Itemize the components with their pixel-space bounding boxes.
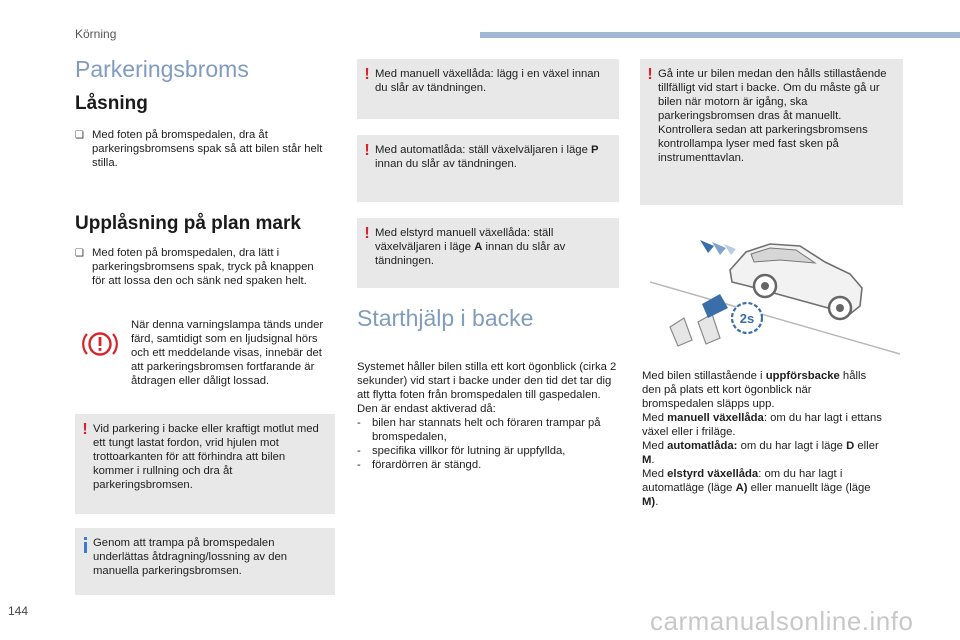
brake-warning-lamp-icon <box>80 328 120 360</box>
unlock-step-text: Med foten på bromspedalen, dra lätt i parkeringsbromsens spak, tryck på knappen för att lossa den och sänk ned spaken helt. <box>92 247 314 287</box>
list-item: - förardörren är stängd. <box>357 459 482 471</box>
arrow-icon <box>700 240 714 253</box>
exclamation-icon: ! <box>647 66 653 83</box>
info-text: Genom att trampa på bromspedalen underlättas åtdragning/lossning av den manuella parkeringsbromsen. <box>93 537 288 577</box>
unlock-step <box>75 246 325 288</box>
hill-start-warning-text: Gå inte ur bilen medan den hålls stillastående tillfälligt vid start i backe. Om du måste gå ur bilen när motorn är igång, ska parkeringsbromsen dras åt manuellt. Kontrollera sedan att parkeringsbromsens kontrollampa lyser med fast sken på instrumenttavlan. <box>658 68 887 164</box>
automatic-text: Med automatlåda: ställ växelväljaren i läge P innan du slår av tändningen. <box>375 144 599 170</box>
automatic-paragraph: Med automatlåda: om du har lagt i läge D eller M. <box>642 440 879 466</box>
manual-paragraph: Med manuell växellåda: om du har lagt i ettans växel eller i friläge. <box>642 412 882 438</box>
page-number: 144 <box>8 604 29 618</box>
hill-start-illustration <box>650 222 900 362</box>
parking-warning-text: Vid parkering i backe eller kraftigt motlut med ett tungt lastat fordon, vrid hjulen mot trottoarkanten för att förhindra att bilen kommer i rullning och dra åt parkeringsbromsen. <box>93 423 319 491</box>
hill-start-intro: Systemet håller bilen stilla ett kort ögonblick (cirka 2 sekunder) vid start i backe under den tid det tar dig att flytta foten från bromspedalen till gaspedalen. <box>357 361 617 401</box>
exclamation-icon: ! <box>364 225 370 242</box>
watermark: carmanualsonline.info <box>650 606 914 636</box>
section-label: Körning <box>75 27 117 41</box>
info-box <box>75 528 335 595</box>
checkbox-bullet-icon: ❏ <box>75 130 84 141</box>
uphill-paragraph: Med bilen stillastående i uppförsbacke hålls den på plats ett kort ögonblick när bromspedalen släpps upp. <box>642 370 867 410</box>
unlock-heading: Upplåsning på plan mark <box>75 213 301 234</box>
exclamation-icon: ! <box>82 421 88 438</box>
hill-start-warning-box <box>640 59 903 205</box>
hill-start-conditions <box>642 369 882 509</box>
lock-step <box>75 128 330 170</box>
electric-gearbox-box <box>357 218 619 288</box>
parking-warning-box <box>75 414 335 514</box>
list-item: - specifika villkor för lutning är uppfyllda, <box>357 445 566 457</box>
warning-lamp-text: När denna varningslampa tänds under färd, samtidigt som en ljudsignal hörs och ett meddelande visas, innebär det att parkeringsbromsen fortfarande är åtdragen eller dåligt lossad. <box>131 319 324 387</box>
checkbox-bullet-icon: ❏ <box>75 248 84 259</box>
lock-step-text: Med foten på bromspedalen, dra åt parkeringsbromsens spak så att bilen står helt stilla. <box>92 129 323 169</box>
automatic-box <box>357 135 619 202</box>
header-bar <box>480 32 960 38</box>
electric-paragraph: Med elstyrd växellåda: om du har lagt i automatläge (läge A) eller manuellt läge (läge M). <box>642 468 871 508</box>
hill-start-active-intro: Den är endast aktiverad då: <box>357 403 496 415</box>
list-item: - bilen har stannats helt och föraren trampar på bromspedalen, <box>357 417 601 443</box>
manual-gearbox-box <box>357 59 619 119</box>
manual-gearbox-text: Med manuell växellåda: lägg i en växel innan du slår av tändningen. <box>375 68 600 94</box>
electric-gearbox-text: Med elstyrd manuell växellåda: ställ växelväljaren i läge A innan du slår av tändningen. <box>375 227 566 267</box>
exclamation-icon: ! <box>364 142 370 159</box>
hill-start-body <box>357 360 619 472</box>
hill-start-title: Starthjälp i backe <box>357 305 534 331</box>
lock-heading: Låsning <box>75 93 148 114</box>
page-title: Parkeringsbroms <box>75 56 249 82</box>
exclamation-icon: ! <box>364 66 370 83</box>
info-icon <box>83 537 88 551</box>
timer-2s-label: 2s <box>739 311 755 326</box>
